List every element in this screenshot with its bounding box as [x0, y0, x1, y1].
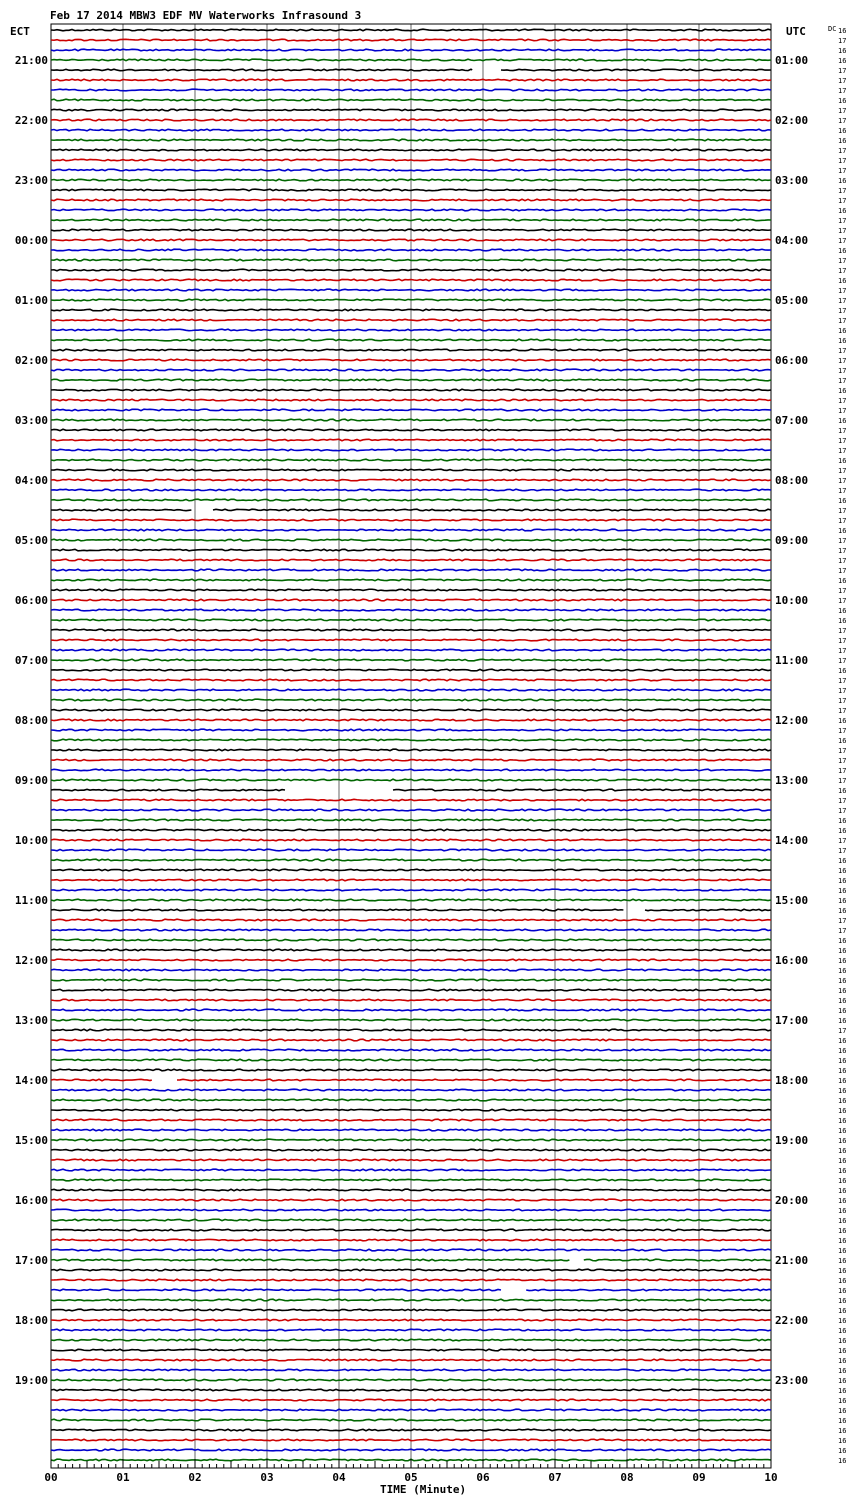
dc-value: 16	[838, 1037, 847, 1045]
trace-line	[51, 749, 771, 751]
trace-line	[51, 89, 771, 91]
dc-value: 17	[838, 807, 847, 815]
dc-value: 17	[838, 287, 847, 295]
ect-time-label: 09:00	[14, 774, 48, 787]
dc-value: 16	[838, 1187, 847, 1195]
trace-line	[51, 269, 771, 271]
dc-value: 16	[838, 857, 847, 865]
ect-time-label: 14:00	[14, 1074, 48, 1087]
trace-line	[51, 1349, 771, 1351]
dc-value: 17	[838, 257, 847, 265]
x-tick-label: 05	[404, 1471, 418, 1484]
dc-value: 16	[838, 1207, 847, 1215]
dc-value: 17	[838, 407, 847, 415]
trace-line	[51, 389, 771, 391]
dc-value: 16	[838, 1047, 847, 1055]
dc-value: 17	[838, 447, 847, 455]
dc-value: 17	[838, 507, 847, 515]
utc-time-label: 03:00	[775, 174, 809, 187]
dc-value: 16	[838, 1297, 847, 1305]
trace-line	[51, 579, 771, 581]
dc-value: 16	[838, 667, 847, 675]
dc-value: 16	[838, 47, 847, 55]
x-tick-label: 06	[476, 1471, 490, 1484]
dc-value: 16	[838, 1347, 847, 1355]
dc-value: 17	[838, 357, 847, 365]
dc-value: 16	[838, 57, 847, 65]
trace-line	[51, 909, 623, 911]
dc-value: 17	[838, 837, 847, 845]
dc-value: 16	[838, 1267, 847, 1275]
dc-value: 16	[838, 417, 847, 425]
trace-line	[51, 869, 771, 871]
dc-value: 17	[838, 197, 847, 205]
trace-line	[51, 1029, 771, 1031]
dc-value: 16	[838, 1457, 847, 1465]
trace-line	[51, 1399, 771, 1401]
trace-line	[51, 449, 771, 451]
ect-time-label: 15:00	[14, 1134, 48, 1147]
trace-line	[51, 529, 771, 531]
trace-line	[51, 459, 771, 461]
x-tick-label: 02	[188, 1471, 202, 1484]
dc-value: 16	[838, 877, 847, 885]
dc-value: 16	[838, 827, 847, 835]
dc-value: 17	[838, 727, 847, 735]
trace-line	[51, 149, 771, 151]
dc-value: 16	[838, 1237, 847, 1245]
dc-value: 16	[838, 127, 847, 135]
dc-value: 16	[838, 907, 847, 915]
dc-value: 16	[838, 887, 847, 895]
dc-value: 17	[838, 297, 847, 305]
trace-line	[51, 659, 771, 661]
dc-value: 16	[838, 527, 847, 535]
dc-value: 16	[838, 787, 847, 795]
dc-value: 17	[838, 467, 847, 475]
trace-line	[51, 1209, 771, 1211]
x-tick-label: 04	[332, 1471, 346, 1484]
dc-value: 16	[838, 27, 847, 35]
trace-line	[51, 1299, 771, 1301]
dc-value: 17	[838, 267, 847, 275]
dc-value: 17	[838, 227, 847, 235]
dc-value: 17	[838, 397, 847, 405]
dc-value: 16	[838, 1117, 847, 1125]
dc-value: 16	[838, 1257, 847, 1265]
trace-line	[51, 319, 771, 321]
x-tick-label: 09	[692, 1471, 706, 1484]
dc-value: 17	[838, 307, 847, 315]
x-axis-label: TIME (Minute)	[380, 1483, 467, 1496]
dc-value: 16	[838, 1307, 847, 1315]
utc-time-label: 22:00	[775, 1314, 809, 1327]
dc-value: 16	[838, 1177, 847, 1185]
utc-time-label: 16:00	[775, 954, 809, 967]
trace-line	[51, 109, 771, 111]
dc-value: 17	[838, 557, 847, 565]
dc-value: 16	[838, 1397, 847, 1405]
dc-value: 16	[838, 967, 847, 975]
dc-value: 16	[838, 1447, 847, 1455]
ect-time-label: 08:00	[14, 714, 48, 727]
dc-value: 16	[838, 137, 847, 145]
dc-value: 17	[838, 187, 847, 195]
trace-line	[51, 829, 771, 831]
dc-value: 16	[838, 937, 847, 945]
trace-line	[51, 1369, 771, 1371]
ect-time-label: 13:00	[14, 1014, 48, 1027]
trace-line	[51, 499, 771, 501]
ect-time-label: 21:00	[14, 54, 48, 67]
trace-line	[526, 1289, 771, 1291]
trace-line	[51, 299, 771, 301]
dc-value: 17	[838, 367, 847, 375]
dc-value: 16	[838, 1227, 847, 1235]
dc-value: 16	[838, 897, 847, 905]
dc-value: 17	[838, 157, 847, 165]
x-tick-label: 08	[620, 1471, 634, 1484]
dc-value: 16	[838, 1087, 847, 1095]
dc-value: 17	[838, 107, 847, 115]
dc-value: 16	[838, 277, 847, 285]
dc-value: 16	[838, 497, 847, 505]
left-timezone-label: ECT	[10, 25, 30, 38]
utc-time-label: 23:00	[775, 1374, 809, 1387]
dc-value: 17	[838, 37, 847, 45]
trace-line	[51, 1099, 771, 1101]
trace-line	[51, 709, 771, 711]
dc-value: 17	[838, 747, 847, 755]
ect-time-label: 12:00	[14, 954, 48, 967]
utc-time-label: 15:00	[775, 894, 809, 907]
trace-line	[51, 549, 771, 551]
ect-time-label: 10:00	[14, 834, 48, 847]
trace-line	[51, 249, 771, 251]
chart-title: Feb 17 2014 MBW3 EDF MV Waterworks Infrasound 3	[50, 9, 362, 22]
dc-value: 16	[838, 327, 847, 335]
trace-line	[501, 69, 771, 71]
dc-value: 16	[838, 997, 847, 1005]
dc-value: 16	[838, 607, 847, 615]
utc-time-label: 19:00	[775, 1134, 809, 1147]
utc-time-label: 04:00	[775, 234, 809, 247]
trace-line	[51, 789, 285, 791]
dc-value: 17	[838, 477, 847, 485]
dc-value: 16	[838, 207, 847, 215]
dc-value: 17	[838, 767, 847, 775]
dc-value: 16	[838, 717, 847, 725]
ect-time-label: 06:00	[14, 594, 48, 607]
trace-line	[51, 1289, 501, 1291]
dc-value: 17	[838, 637, 847, 645]
dc-label: DC	[828, 25, 837, 33]
dc-value: 17	[838, 537, 847, 545]
dc-value: 17	[838, 687, 847, 695]
trace-line	[51, 809, 771, 811]
dc-value: 17	[838, 437, 847, 445]
trace-line	[51, 1019, 771, 1021]
dc-value: 16	[838, 1367, 847, 1375]
dc-value: 17	[838, 317, 847, 325]
trace-line	[584, 1259, 771, 1261]
x-tick-label: 01	[116, 1471, 130, 1484]
dc-value: 17	[838, 147, 847, 155]
trace-line	[177, 1079, 771, 1081]
dc-value: 16	[838, 987, 847, 995]
dc-value: 16	[838, 817, 847, 825]
utc-time-label: 13:00	[775, 774, 809, 787]
dc-value: 16	[838, 1127, 847, 1135]
utc-time-label: 01:00	[775, 54, 809, 67]
dc-value: 17	[838, 67, 847, 75]
trace-line	[51, 159, 771, 161]
ect-time-label: 01:00	[14, 294, 48, 307]
dc-value: 17	[838, 587, 847, 595]
dc-value: 16	[838, 1107, 847, 1115]
trace-line	[51, 69, 472, 71]
dc-value: 17	[838, 777, 847, 785]
dc-value: 16	[838, 1217, 847, 1225]
dc-value: 17	[838, 657, 847, 665]
trace-line	[51, 1419, 771, 1421]
trace-line	[51, 559, 771, 561]
dc-value: 16	[838, 947, 847, 955]
dc-value: 17	[838, 237, 847, 245]
dc-value: 16	[838, 1357, 847, 1365]
dc-value: 17	[838, 547, 847, 555]
ect-time-label: 00:00	[14, 234, 48, 247]
x-tick-label: 10	[764, 1471, 778, 1484]
dc-value: 16	[838, 1017, 847, 1025]
trace-line	[51, 509, 191, 510]
dc-value: 17	[838, 167, 847, 175]
utc-time-label: 18:00	[775, 1074, 809, 1087]
right-timezone-label: UTC	[786, 25, 806, 38]
dc-value: 16	[838, 1337, 847, 1345]
trace-line	[393, 789, 771, 791]
dc-value: 16	[838, 1157, 847, 1165]
trace-line	[51, 599, 771, 601]
dc-value: 16	[838, 737, 847, 745]
dc-value: 17	[838, 77, 847, 85]
dc-value: 17	[838, 597, 847, 605]
dc-value: 17	[838, 677, 847, 685]
dc-value: 17	[838, 627, 847, 635]
ect-time-label: 11:00	[14, 894, 48, 907]
dc-value: 16	[838, 457, 847, 465]
trace-line	[213, 509, 771, 511]
trace-line	[51, 1109, 771, 1111]
utc-time-label: 20:00	[775, 1194, 809, 1207]
trace-line	[51, 1259, 569, 1261]
dc-value: 17	[838, 1027, 847, 1035]
trace-line	[51, 1119, 771, 1121]
dc-value: 17	[838, 847, 847, 855]
utc-time-label: 11:00	[775, 654, 809, 667]
trace-line	[51, 949, 771, 951]
trace-line	[51, 929, 771, 931]
dc-value: 17	[838, 217, 847, 225]
dc-value: 17	[838, 117, 847, 125]
ect-time-label: 16:00	[14, 1194, 48, 1207]
trace-line	[51, 889, 771, 891]
dc-value: 17	[838, 517, 847, 525]
dc-value: 16	[838, 1327, 847, 1335]
dc-value: 16	[838, 1437, 847, 1445]
trace-line	[51, 999, 771, 1001]
utc-time-label: 07:00	[775, 414, 809, 427]
ect-time-label: 05:00	[14, 534, 48, 547]
dc-value: 16	[838, 1427, 847, 1435]
ect-time-label: 19:00	[14, 1374, 48, 1387]
dc-value: 16	[838, 1147, 847, 1155]
dc-value: 16	[838, 1067, 847, 1075]
ect-time-label: 03:00	[14, 414, 48, 427]
x-tick-label: 03	[260, 1471, 274, 1484]
utc-time-label: 12:00	[775, 714, 809, 727]
dc-value: 16	[838, 957, 847, 965]
dc-value: 17	[838, 707, 847, 715]
ect-time-label: 07:00	[14, 654, 48, 667]
dc-value: 16	[838, 577, 847, 585]
dc-value: 16	[838, 977, 847, 985]
dc-value: 16	[838, 1057, 847, 1065]
dc-value: 16	[838, 177, 847, 185]
dc-value: 16	[838, 337, 847, 345]
trace-line	[51, 1069, 771, 1071]
dc-value: 16	[838, 1197, 847, 1205]
dc-value: 16	[838, 1407, 847, 1415]
dc-value: 16	[838, 1317, 847, 1325]
dc-value: 16	[838, 1417, 847, 1425]
trace-line	[51, 859, 771, 861]
dc-value: 16	[838, 1247, 847, 1255]
dc-value: 16	[838, 617, 847, 625]
dc-value: 16	[838, 867, 847, 875]
dc-value: 17	[838, 757, 847, 765]
trace-line	[645, 909, 771, 911]
ect-time-label: 04:00	[14, 474, 48, 487]
trace-line	[51, 969, 771, 971]
utc-time-label: 09:00	[775, 534, 809, 547]
dc-value: 17	[838, 347, 847, 355]
dc-value: 17	[838, 697, 847, 705]
ect-time-label: 02:00	[14, 354, 48, 367]
dc-value: 17	[838, 647, 847, 655]
trace-line	[51, 1079, 152, 1080]
dc-value: 16	[838, 97, 847, 105]
ect-time-label: 23:00	[14, 174, 48, 187]
trace-line	[51, 169, 771, 171]
utc-time-label: 10:00	[775, 594, 809, 607]
x-tick-label: 00	[44, 1471, 58, 1484]
dc-value: 16	[838, 1137, 847, 1145]
dc-value: 17	[838, 567, 847, 575]
trace-line	[51, 1269, 771, 1271]
dc-value: 16	[838, 1077, 847, 1085]
dc-value: 16	[838, 247, 847, 255]
utc-time-label: 05:00	[775, 294, 809, 307]
dc-value: 17	[838, 487, 847, 495]
dc-value: 16	[838, 1287, 847, 1295]
trace-line	[51, 439, 771, 441]
x-tick-label: 07	[548, 1471, 562, 1484]
dc-value: 16	[838, 1097, 847, 1105]
dc-value: 17	[838, 377, 847, 385]
trace-line	[51, 719, 771, 721]
dc-value: 17	[838, 917, 847, 925]
utc-time-label: 06:00	[775, 354, 809, 367]
dc-value: 16	[838, 1277, 847, 1285]
trace-line	[51, 339, 771, 341]
dc-value: 17	[838, 87, 847, 95]
trace-line	[51, 239, 771, 241]
dc-value: 16	[838, 387, 847, 395]
dc-value: 17	[838, 927, 847, 935]
utc-time-label: 08:00	[775, 474, 809, 487]
utc-time-label: 21:00	[775, 1254, 809, 1267]
dc-value: 16	[838, 1387, 847, 1395]
utc-time-label: 17:00	[775, 1014, 809, 1027]
ect-time-label: 22:00	[14, 114, 48, 127]
trace-line	[51, 879, 771, 881]
trace-line	[51, 399, 771, 401]
dc-value: 16	[838, 1167, 847, 1175]
dc-value: 16	[838, 1377, 847, 1385]
ect-time-label: 18:00	[14, 1314, 48, 1327]
utc-time-label: 14:00	[775, 834, 809, 847]
dc-value: 17	[838, 797, 847, 805]
utc-time-label: 02:00	[775, 114, 809, 127]
dc-value: 16	[838, 1007, 847, 1015]
ect-time-label: 17:00	[14, 1254, 48, 1267]
dc-value: 17	[838, 427, 847, 435]
